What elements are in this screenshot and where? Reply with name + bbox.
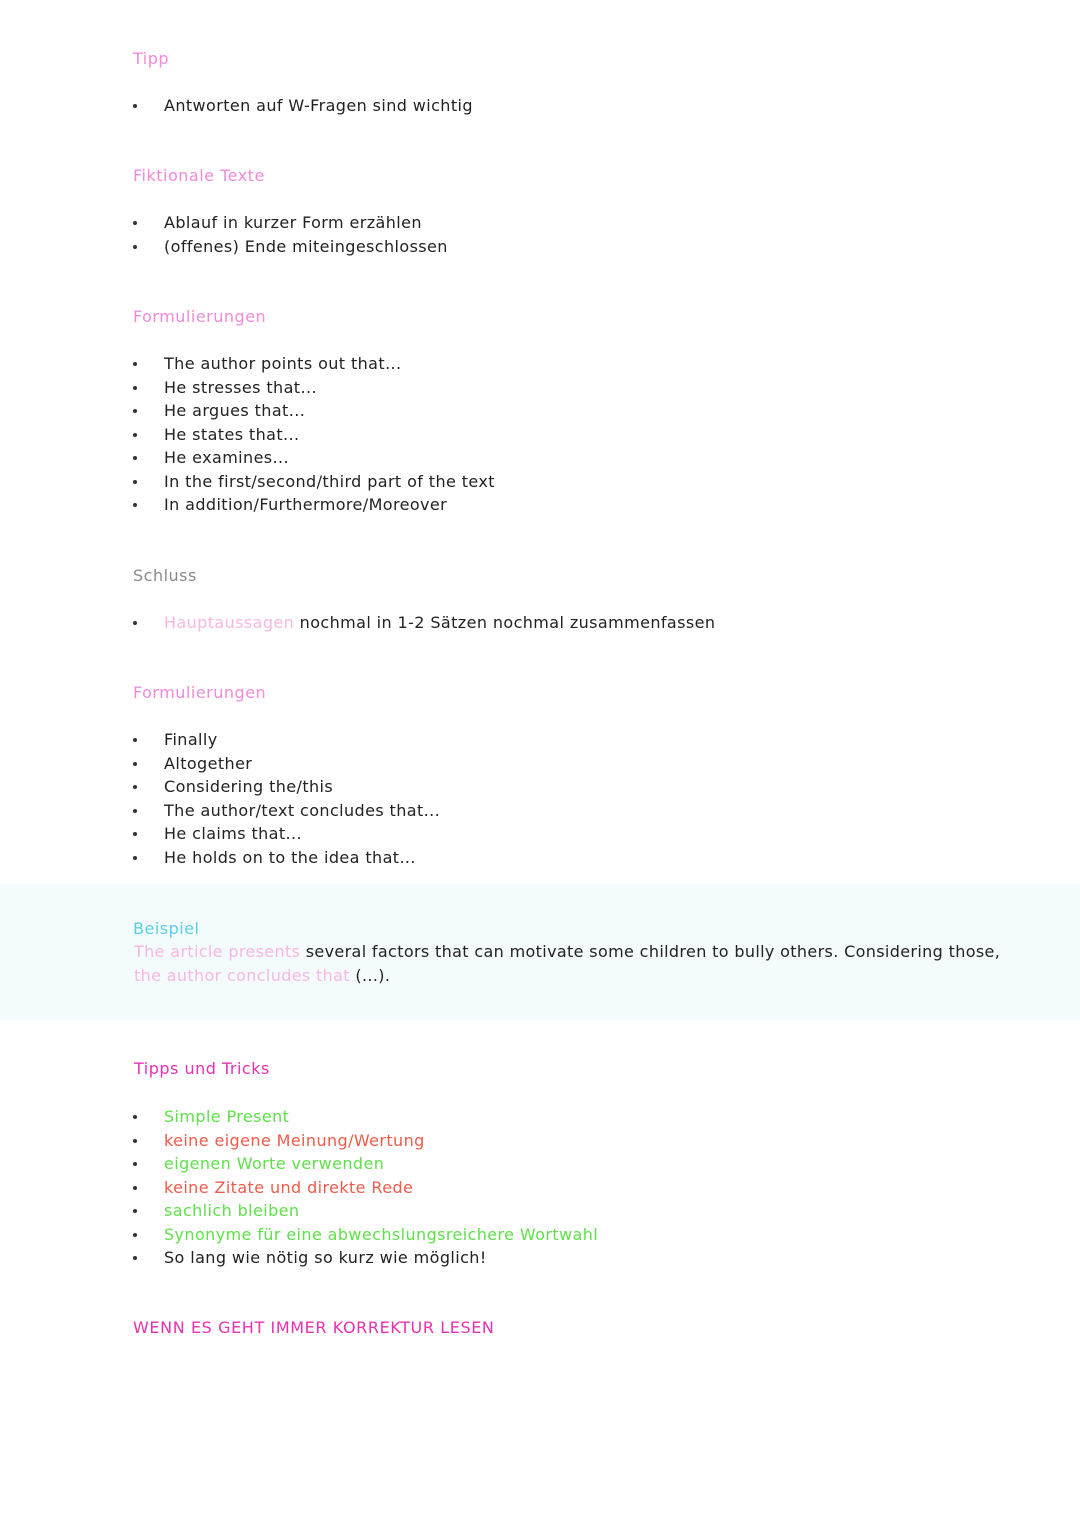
example-highlight-2: the author concludes that — [134, 966, 350, 985]
list-item: (offenes) Ende miteingeschlossen — [0, 235, 448, 259]
list-item: In the first/second/third part of the text — [0, 470, 495, 494]
list-item: So lang wie nötig so kurz wie möglich! — [0, 1246, 598, 1270]
list-item: keine Zitate und direkte Rede — [0, 1176, 598, 1200]
example-line-2 — [134, 964, 390, 988]
list-item: sachlich bleiben — [0, 1199, 598, 1223]
list-item: He stresses that... — [0, 376, 495, 400]
list-formulierungen-2 — [0, 728, 440, 869]
bullet-icon — [133, 104, 137, 108]
list-tipp — [0, 94, 473, 118]
final-note: WENN ES GEHT IMMER KORREKTUR LESEN — [133, 1318, 495, 1337]
list-item: The author/text concludes that... — [0, 799, 440, 823]
heading-tipps-und-tricks: Tipps und Tricks — [134, 1059, 270, 1078]
list-item: Hauptaussagen nochmal in 1-2 Sätzen nochmal zusammenfassen — [0, 611, 715, 635]
list-item: He holds on to the idea that... — [0, 846, 440, 870]
bullet-icon — [133, 503, 137, 507]
highlight-hauptaussagen: Hauptaussagen — [164, 613, 295, 632]
bullet-icon — [133, 738, 137, 742]
heading-fiktionale-texte: Fiktionale Texte — [133, 166, 265, 185]
list-item: eigenen Worte verwenden — [0, 1152, 598, 1176]
heading-formulierungen-2: Formulierungen — [133, 683, 267, 702]
heading-beispiel: Beispiel — [133, 919, 200, 938]
bullet-icon — [133, 221, 137, 225]
bullet-icon — [133, 1115, 137, 1119]
bullet-icon — [133, 245, 137, 249]
bullet-icon — [133, 809, 137, 813]
heading-tipp: Tipp — [133, 49, 170, 68]
list-item: He states that... — [0, 423, 495, 447]
bullet-icon — [133, 456, 137, 460]
bullet-icon — [133, 362, 137, 366]
example-line-1 — [134, 940, 1000, 964]
list-item: He examines... — [0, 446, 495, 470]
bullet-icon — [133, 1233, 137, 1237]
heading-formulierungen-1: Formulierungen — [133, 307, 267, 326]
bullet-icon — [133, 832, 137, 836]
list-item: Synonyme für eine abwechslungsreichere Wortwahl — [0, 1223, 598, 1247]
list-item: Ablauf in kurzer Form erzählen — [0, 211, 448, 235]
bullet-icon — [133, 1162, 137, 1166]
bullet-icon — [133, 762, 137, 766]
list-item: The author points out that... — [0, 352, 495, 376]
list-item: Simple Present — [0, 1105, 598, 1129]
bullet-icon — [133, 433, 137, 437]
bullet-icon — [133, 1256, 137, 1260]
bullet-icon — [133, 621, 137, 625]
list-item: Finally — [0, 728, 440, 752]
list-item: In addition/Furthermore/Moreover — [0, 493, 495, 517]
bullet-icon — [133, 386, 137, 390]
list-item: keine eigene Meinung/Wertung — [0, 1129, 598, 1153]
list-schluss — [0, 611, 715, 635]
example-highlight-1: The article presents — [134, 942, 301, 961]
list-item: Altogether — [0, 752, 440, 776]
bullet-icon — [133, 1186, 137, 1190]
list-tipps-und-tricks — [0, 1105, 598, 1270]
list-fiktionale — [0, 211, 448, 258]
list-item: Considering the/this — [0, 775, 440, 799]
list-item: He argues that... — [0, 399, 495, 423]
example-text-1: several factors that can motivate some children to bully others. Considering those, — [300, 942, 1001, 961]
list-formulierungen-1 — [0, 352, 495, 517]
bullet-icon — [133, 856, 137, 860]
bullet-icon — [133, 480, 137, 484]
example-text-2: (...). — [349, 966, 391, 985]
list-item: He claims that... — [0, 822, 440, 846]
bullet-icon — [133, 1139, 137, 1143]
heading-schluss: Schluss — [133, 566, 197, 585]
bullet-icon — [133, 785, 137, 789]
bullet-icon — [133, 1209, 137, 1213]
bullet-icon — [133, 409, 137, 413]
list-item: Antworten auf W-Fragen sind wichtig — [0, 94, 473, 118]
